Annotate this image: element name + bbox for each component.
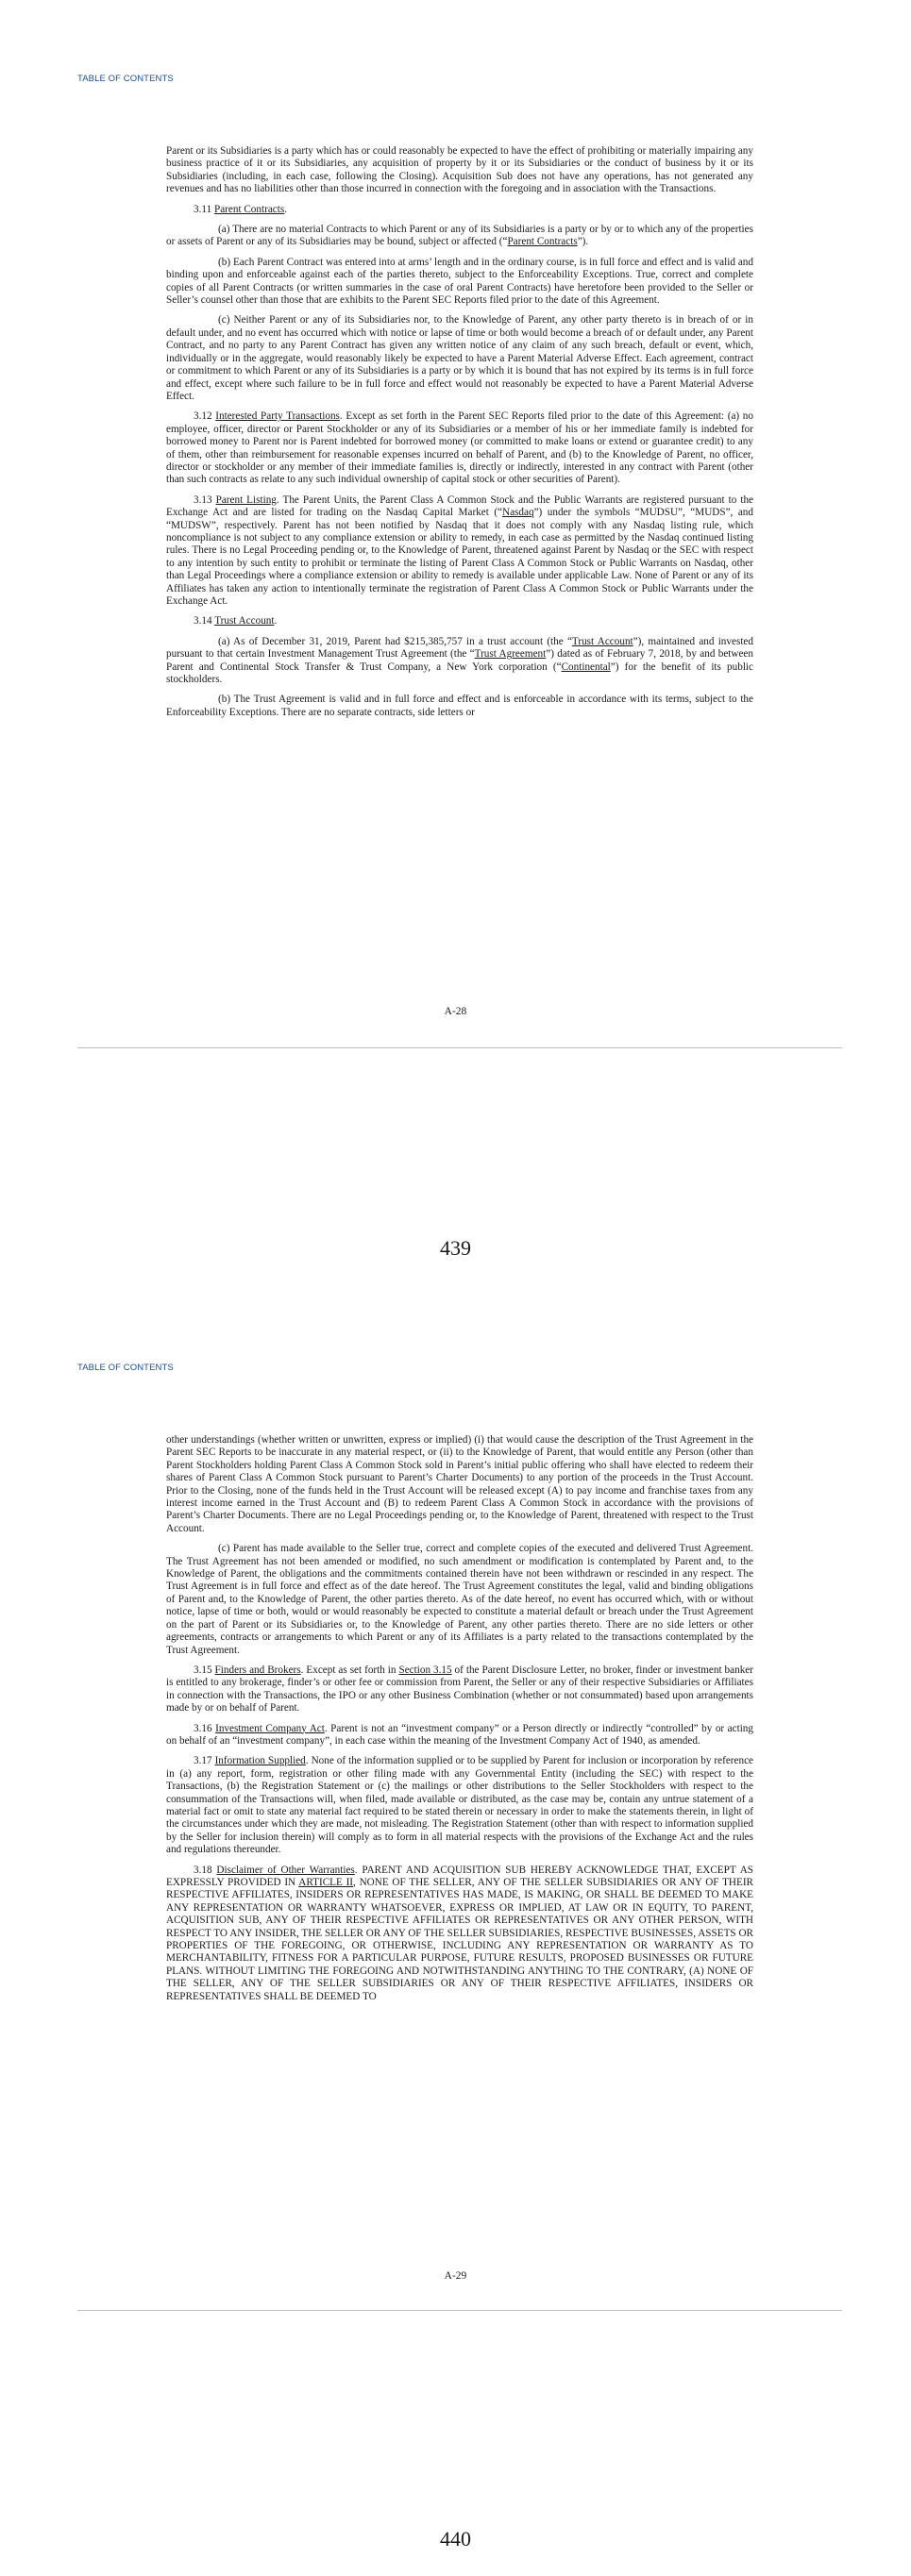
para-text: (a) There are no material Contracts to which Parent or any of its Subsidiaries is a party or by or to which any of the properties or assets of Parent or any of its Subsidiaries may be bound, subject or affected (“ [166,224,753,248]
page-1-body [166,145,753,727]
para-text: ”) dated as of February 7, 2018, by and between Parent and Continental Stock Transfer & Trust Company, a New York corporation (“ [166,648,753,673]
para-text: ”), maintained and invested pursuant to that certain Investment Management Trust Agreement (the “ [166,635,753,661]
section-number: 3.18 [194,1864,217,1876]
section-3-12 [166,410,753,486]
section-3-15 [166,1664,753,1715]
page-footer: A-29 [444,2270,467,2282]
para-text: ”) under the symbols “MUDSU”, “MUDS”, and “MUDSW”, respectively. Parent has not been notified by Nasdaq that it does not comply with any Nasdaq listing rule, which noncompliance is not subject to any compliance extension or ability to remedy, in each case as permitted by the Nasdaq continued listing rules. There is no Legal Proceeding pending or, to the Knowledge of Parent, threatened against Parent by Nasdaq or the SEC with respect to any intention by such entity to prohibit or terminate the listing of Parent Class A Common Stock or Public Warrants on Nasdaq, other than Legal Proceedings where a compliance extension or ability to remedy is available under applicable Law. None of Parent or any of its Affiliates has taken any action to intentionally terminate the registration of Parent Class A Common Stock or Public Warrants under the Exchange Act. [166,507,753,607]
page-number: 439 [440,1236,471,1260]
section-3-11-b: (b) Each Parent Contract was entered into at arms’ length and in the ordinary course, is in full force and effect and is valid and binding upon and enforceable against each of the parties thereto, subject to the Enforceability Exceptions. True, correct and complete copies of all Parent Contracts (or written summaries in the case of oral Parent Contracts) have heretofore been provided to the Seller or Seller’s counsel other than those that are exhibits to the Parent SEC Reports filed prior to the date of this Agreement. [166,256,753,307]
para-text: . Except as set forth in [300,1664,399,1676]
para-text: . Except as set forth in the Parent SEC Reports filed prior to the date of this Agreement: (a) no employee, officer, director or Parent Stockholder or any of its Subsidiaries or a member of his or her immediate family is indebted for borrowed money to Parent nor is Parent indebted for borrowed money (or committed to make loans or extend or guarantee credit) to any of them, other than reimbursement for reasonable expenses incurred on behalf of Parent, and (b) to the Knowledge of Parent, no officer, director or stockholder or any member of their immediate families is, directly or indirectly, interested in any contract with Parent (other than such contracts as relate to any such individual ownership of capital stock or other securities of Parent). [166,410,753,486]
section-title: Investment Company Act [215,1722,325,1734]
intro-paragraph: Parent or its Subsidiaries is a party which has or could reasonably be expected to have the effect of prohibiting or materially impairing any business practice of it or its Subsidiaries, any acquisition of property by it or its Subsidiaries or the conduct of business by it or its Subsidiaries (including, in each case, following the Closing). Acquisition Sub does not have any operations, has not generated any revenues and has no liabilities other than those incurred in connection with the foregoing and in association with the Transactions. [166,145,753,195]
section-3-11-a [166,224,753,249]
section-3-14-a [166,636,753,687]
para-text: of the Parent Disclosure Letter, no broker, finder or investment banker is entitled to any brokerage, finder’s or other fee or commission from Parent, the Seller or any of their respective Subsidiaries or Affiliates in connection with the Transactions, the IPO or any other Business Combination (whether or not consummated) based upon arrangements made by or on behalf of Parent. [166,1664,753,1715]
section-number: 3.17 [194,1755,215,1767]
section-title: Information Supplied [214,1755,306,1767]
section-3-11-heading [166,204,753,216]
section-3-14-b: (b) The Trust Agreement is valid and in full force and effect and is enforceable in accordance with its terms, subject to the Enforceability Exceptions. There are no separate contracts, side letters or [166,694,753,718]
page-footer: A-28 [444,1006,467,1017]
page-divider [77,2310,842,2311]
section-3-17 [166,1755,753,1856]
para-text: . PARENT AND ACQUISITION SUB HEREBY ACKNOWLEDGE THAT, EXCEPT AS EXPRESSLY PROVIDED IN [166,1864,753,1888]
section-title: Parent Listing [215,493,277,506]
para-text: ”). [577,236,589,248]
section-title-end: . [284,203,288,215]
para-text: (a) As of December 31, 2019, Parent had $215,385,757 in a trust account (the “ [218,635,572,647]
para-text: . The Parent Units, the Parent Class A Common Stock and the Public Warrants are registered pursuant to the Exchange Act and are listed for trading on the Nasdaq Capital Market (“ [166,493,754,519]
section-title: Parent Contracts [213,203,285,215]
section-number: 3.13 [194,493,216,506]
defined-term: Trust Account [571,635,633,647]
section-title: Disclaimer of Other Warranties [216,1864,355,1876]
section-3-14-heading [166,615,753,627]
section-number: 3.11 [194,203,214,215]
section-title: Finders and Brokers [214,1664,301,1676]
page-number: 440 [440,2527,471,2551]
section-number: 3.14 [194,615,215,627]
section-reference-link[interactable]: Section 3.15 [398,1664,452,1676]
section-3-18 [166,1865,753,2003]
section-3-16 [166,1723,753,1748]
defined-term: Nasdaq [502,507,534,519]
section-3-14-c: (c) Parent has made available to the Seller true, correct and complete copies of the executed and delivered Trust Agreement. The Trust Agreement has not been amended or modified, no such amendment or modification is contemplated by Parent and, to the Knowledge of Parent, the obligations and the commitments contained therein have not been withdrawn or rescinded in any respect. The Trust Agreement is in full force and effect as of the date hereof. The Trust Agreement constitutes the legal, valid and binding obligations of Parent and, to the Knowledge of Parent, the other parties thereto. As of the date hereof, no event has occurred which, with or without notice, lapse of time or both, would or would reasonably be expected to constitute a material default or breach under the Trust Agreement on the part of Parent or its Subsidiaries or, to the Knowledge of Parent, any other parties thereto. There are no side letters or other agreements, contracts or arrangements to which Parent or any of its Affiliates is a party related to the transactions contemplated by the Trust Agreement. [166,1543,753,1656]
section-number: 3.16 [194,1722,216,1734]
section-number: 3.12 [194,410,216,423]
para-text: . None of the information supplied or to be supplied by Parent for inclusion or incorporation by reference in (a) any report, form, registration or other filing made with any Governmental Entity (including the SEC) with respect to the Transactions, (b) the Registration Statement or (c) the mailings or other distributions to the Seller Stockholders with respect to the consummation of the Transactions will, when filed, made available or distributed, as the case may be, contain any untrue statement of a material fact or omit to state any material fact required to be stated therein or necessary in order to make the statements therein, in light of the circumstances under which they are made, not misleading. The Registration Statement (other than with respect to information supplied by the Seller for inclusion therein) will comply as to form in all material respects with the provisions of the Exchange Act and the rules and regulations thereunder. [166,1755,754,1856]
table-of-contents-link[interactable]: TABLE OF CONTENTS [77,74,174,84]
article-reference-link[interactable]: ARTICLE II [298,1877,354,1888]
section-title: Trust Account [214,615,275,627]
para-text: , NONE OF THE SELLER, ANY OF THE SELLER SUBSIDIARIES OR ANY OF THEIR RESPECTIVE AFFILIATES, INSIDERS OR REPRESENTATIVES HAS MADE, IS MAKING, OR SHALL BE DEEMED TO MAKE ANY REPRESENTATION OR WARRANTY WHATSOEVER, EXPRESS OR IMPLIED, AT LAW OR IN EQUITY, TO PARENT, ACQUISITION SUB, ANY OF THEIR RESPECTIVE AFFILIATES OR REPRESENTATIVES OR ANY OTHER PERSON, WITH RESPECT TO ANY INSIDER, THE SELLER OR ANY OF THE SELLER SUBSIDIARIES, RESPECTIVE BUSINESSES, ASSETS OR PROPERTIES OF THE FOREGOING, OR OTHERWISE, INCLUDING ANY REPRESENTATION OR WARRANTY AS TO MERCHANTABILITY, FITNESS FOR A PARTICULAR PURPOSE, FUTURE RESULTS, PROPOSED BUSINESSES OR FUTURE PLANS. WITHOUT LIMITING THE FOREGOING AND NOTWITHSTANDING ANYTHING TO THE CONTRARY, (A) NONE OF THE SELLER, ANY OF THE SELLER SUBSIDIARIES OR ANY OF THEIR RESPECTIVE AFFILIATES, INSIDERS OR REPRESENTATIVES SHALL BE DEEMED TO [166,1877,754,2002]
page-2-body [166,1434,753,2011]
table-of-contents-link[interactable]: TABLE OF CONTENTS [77,1363,174,1373]
section-title-end: . [274,615,278,627]
para-text: . Parent is not an “investment company” or a Person directly or indirectly “controlled” by or acting on behalf of an “investment company”, in each case within the meaning of the Investment Company Act of 1940, as amended. [166,1722,753,1747]
continued-paragraph: other understandings (whether written or unwritten, express or implied) (i) that would cause the description of the Trust Agreement in the Parent SEC Reports to be inaccurate in any material respect, or (ii) to the Knowledge of Parent, that would entitle any Person (other than Parent Stockholders holding Parent Class A Common Stock sold in Parent’s initial public offering who shall have elected to redeem their shares of Parent Class A Common Stock pursuant to Parent’s Charter Documents) to any portion of the proceeds in the Trust Account. Prior to the Closing, none of the funds held in the Trust Account will be released except (A) to pay income and franchise taxes from any interest income earned in the Trust Account and (B) to redeem Parent Class A Common Stock in accordance with the provisions of Parent’s Charter Documents. There are no Legal Proceedings pending or, to the Knowledge of Parent, threatened with respect to the Trust Account. [166,1434,753,1534]
section-3-13 [166,494,753,609]
section-number: 3.15 [194,1664,215,1676]
page-divider [77,1047,842,1048]
section-3-11-c: (c) Neither Parent or any of its Subsidiaries nor, to the Knowledge of Parent, any other party thereto is in breach of or in default under, and no event has occurred which with notice or lapse of time or both would become a breach of or default under, any Parent Contract, and no party to any Parent Contract has given any written notice of any claim of any such breach, default or event, which, individually or in the aggregate, would reasonably likely be expected to have a Parent Material Adverse Effect. Each agreement, contract or commitment to which Parent or any of its Subsidiaries is a party or by which it is bound that has not expired by its terms is in full force and effect, except where such failure to be in full force and effect would not reasonably be expected to have a Parent Material Adverse Effect. [166,314,753,402]
defined-term: Trust Agreement [474,648,547,661]
section-title: Interested Party Transactions [215,410,340,423]
defined-term: Parent Contracts [507,236,578,248]
para-text: ”) for the benefit of its public stockholders. [166,661,753,686]
defined-term: Continental [561,661,611,673]
